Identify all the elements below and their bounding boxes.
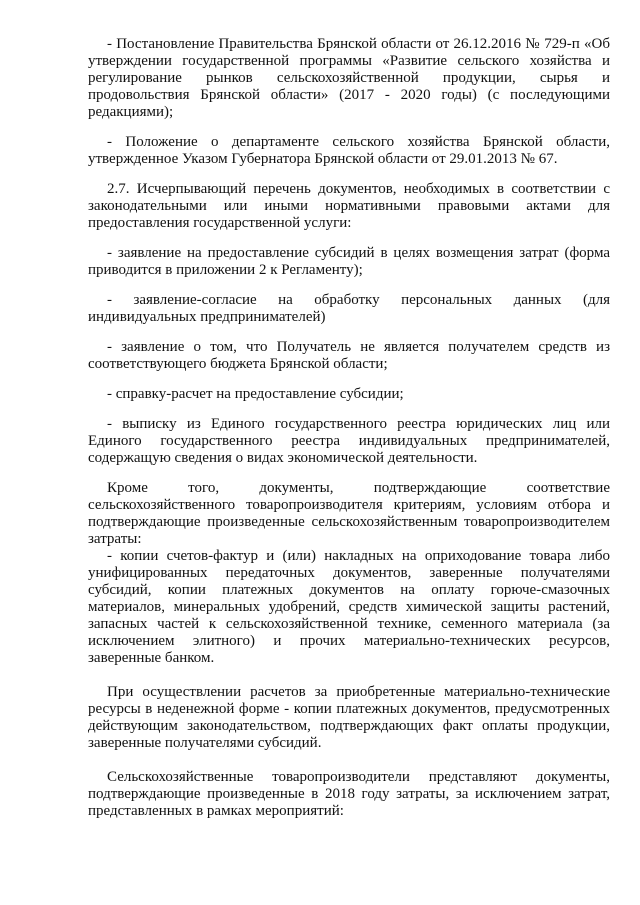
paragraph-resolution: - Постановление Правительства Брянской области от 26.12.2016 № 729-п «Об утверждении государственной программы «Развитие сельского хозяйства и регулирование рынков сельскохозяйственной продукции, сырья и продовольствия Брянской области» (2017 - 2020 годы) (с последующими редакциями); — [88, 36, 610, 120]
paragraph-non-cash: При осуществлении расчетов за приобретенные материально-технические ресурсы в неденежной форме - копии платежных документов, предусмотренных действующим законодательством, подтверждающих факт оплаты продукции, заверенные получателями субсидий. — [88, 684, 610, 751]
paragraph-regulation: - Положение о департаменте сельского хозяйства Брянской области, утвержденное Указом Губернатора Брянской области от 29.01.2013 № 67. — [88, 134, 610, 167]
paragraph-not-recipient: - заявление о том, что Получатель не является получателем средств из соответствующего бюджета Брянской области; — [88, 339, 610, 372]
paragraph-registry-extract: - выписку из Единого государственного реестра юридических лиц или Единого государственного реестра индивидуальных предпринимателей, содержащую сведения о видах экономической деятельности. — [88, 416, 610, 466]
paragraph-producers: Сельскохозяйственные товаропроизводители представляют документы, подтверждающие произведенные в 2018 году затраты, за исключением затрат, представленных в рамках мероприятий: — [88, 769, 610, 819]
paragraph-consent: - заявление-согласие на обработку персональных данных (для индивидуальных предпринимателей) — [88, 292, 610, 325]
paragraph-calculation: - справку-расчет на предоставление субсидии; — [107, 386, 404, 402]
paragraph-invoices: - копии счетов-фактур и (или) накладных на оприходование товара либо унифицированных передаточных документов, заверенные получателями субсидий, копии платежных документов на оплату горюче-смазочных материалов, минеральных удобрений, средств химической защиты растений, запасных частей к сельскохозяйственной технике, семенного материала (за исключением элитного) и прочих материально-технических ресурсов, заверенные банком. — [88, 548, 610, 666]
paragraph-additional-docs: Кроме того, документы, подтверждающие соответствие сельскохозяйственного товаропроизводителя критериям, условиям отбора и подтверждающие произведенные сельскохозяйственным товаропроизводителем затраты: — [88, 480, 610, 547]
paragraph-document-list: 2.7. Исчерпывающий перечень документов, необходимых в соответствии с законодательными или иными нормативными правовыми актами для предоставления государственной услуги: — [88, 181, 610, 231]
paragraph-application: - заявление на предоставление субсидий в целях возмещения затрат (форма приводится в приложении 2 к Регламенту); — [88, 245, 610, 278]
